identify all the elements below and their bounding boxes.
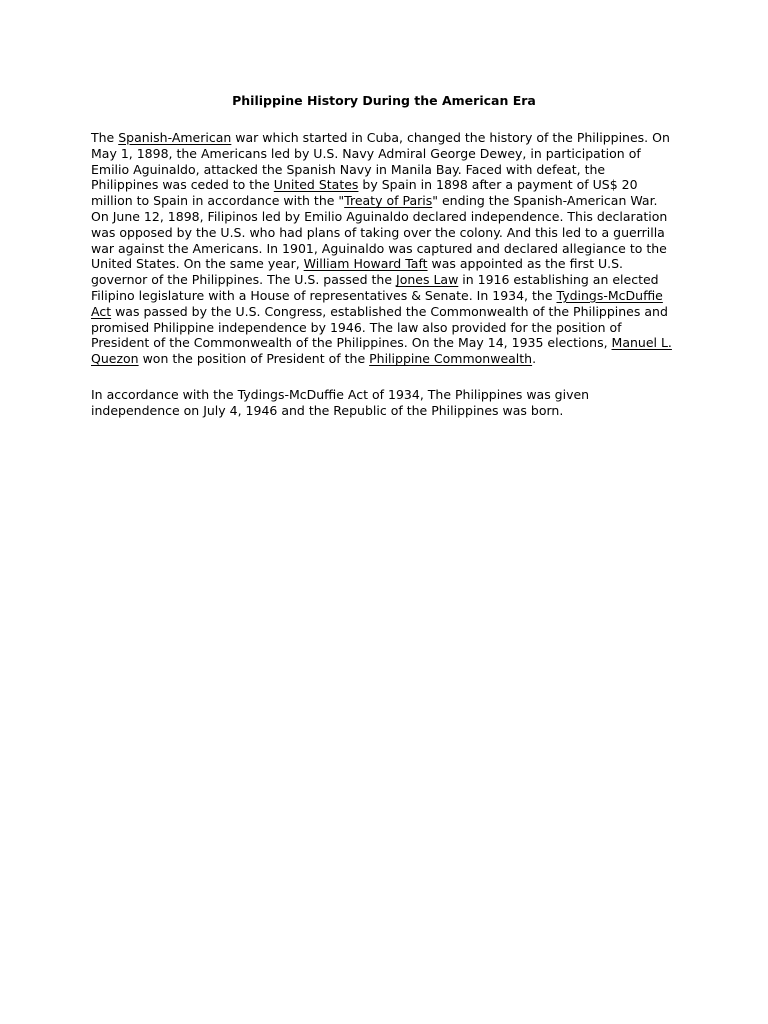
hyperlink[interactable]: Manuel L. — [611, 335, 672, 351]
text-run: won the position of President of the — [138, 351, 370, 367]
text-line — [91, 209, 681, 225]
text-run: was opposed by the U.S. who had plans of taking over the colony. And this led to a guerrilla — [91, 224, 665, 240]
paragraph-2 — [91, 387, 681, 419]
text-run: Emilio Aguinaldo, attacked the Spanish Navy in Manila Bay. Faced with defeat, the — [91, 161, 606, 177]
text-line — [91, 272, 681, 288]
text-line — [91, 225, 681, 241]
paragraph-1 — [91, 130, 681, 367]
hyperlink[interactable]: Tydings-McDuffie — [556, 287, 663, 303]
text-run: United States. On the same year, — [91, 256, 304, 272]
text-line — [91, 320, 681, 336]
text-run: " ending the Spanish-American War. — [432, 193, 658, 209]
text-run: governor of the Philippines. The U.S. passed the — [91, 272, 397, 288]
text-run: war which started in Cuba, changed the history of the Philippines. On — [231, 130, 670, 145]
text-line — [91, 288, 681, 304]
text-run: was appointed as the first U.S. — [427, 256, 624, 272]
text-run: The — [91, 130, 119, 145]
hyperlink[interactable]: Jones Law — [396, 272, 459, 288]
text-run: in 1916 establishing an elected — [458, 272, 659, 288]
text-line — [91, 387, 681, 403]
text-line — [91, 351, 681, 367]
text-run: . — [532, 351, 537, 367]
text-run: promised Philippine independence by 1946. The law also provided for the position of — [91, 319, 622, 335]
hyperlink[interactable]: Philippine Commonwealth — [369, 351, 533, 367]
text-run: was passed by the U.S. Congress, established the Commonwealth of the Philippines and — [111, 303, 668, 319]
text-line — [91, 177, 681, 193]
hyperlink[interactable]: Spanish-American — [118, 130, 232, 145]
text-line — [91, 304, 681, 320]
text-run: May 1, 1898, the Americans led by U.S. Navy Admiral George Dewey, in participation of — [91, 145, 641, 161]
text-line — [91, 335, 681, 351]
text-line — [91, 241, 681, 257]
text-line — [91, 403, 681, 419]
text-run: million to Spain in accordance with the " — [91, 193, 345, 209]
text-run: Filipino legislature with a House of representatives & Senate. In 1934, the — [91, 287, 557, 303]
text-run: by Spain in 1898 after a payment of US$ 20 — [358, 177, 638, 193]
hyperlink[interactable]: William Howard Taft — [303, 256, 428, 272]
text-line — [91, 256, 681, 272]
hyperlink[interactable]: United States — [273, 177, 359, 193]
hyperlink[interactable]: Treaty of Paris — [344, 193, 433, 209]
text-line — [91, 193, 681, 209]
text-line — [91, 146, 681, 162]
text-run: On June 12, 1898, Filipinos led by Emilio Aguinaldo declared independence. This declaration — [91, 208, 668, 224]
text-line — [91, 162, 681, 178]
page-title: Philippine History During the American Era — [232, 93, 536, 108]
hyperlink[interactable]: Quezon — [91, 351, 139, 367]
text-run: war against the Americans. In 1901, Aguinaldo was captured and declared allegiance to the — [91, 240, 667, 256]
text-line — [91, 130, 681, 146]
text-run: Philippines was ceded to the — [91, 177, 274, 193]
hyperlink[interactable]: Act — [91, 303, 112, 319]
text-run: In accordance with the Tydings-McDuffie Act of 1934, The Philippines was given — [91, 387, 590, 402]
text-run: independence on July 4, 1946 and the Republic of the Philippines was born. — [91, 402, 564, 418]
text-run: President of the Commonwealth of the Philippines. On the May 14, 1935 elections, — [91, 335, 612, 351]
